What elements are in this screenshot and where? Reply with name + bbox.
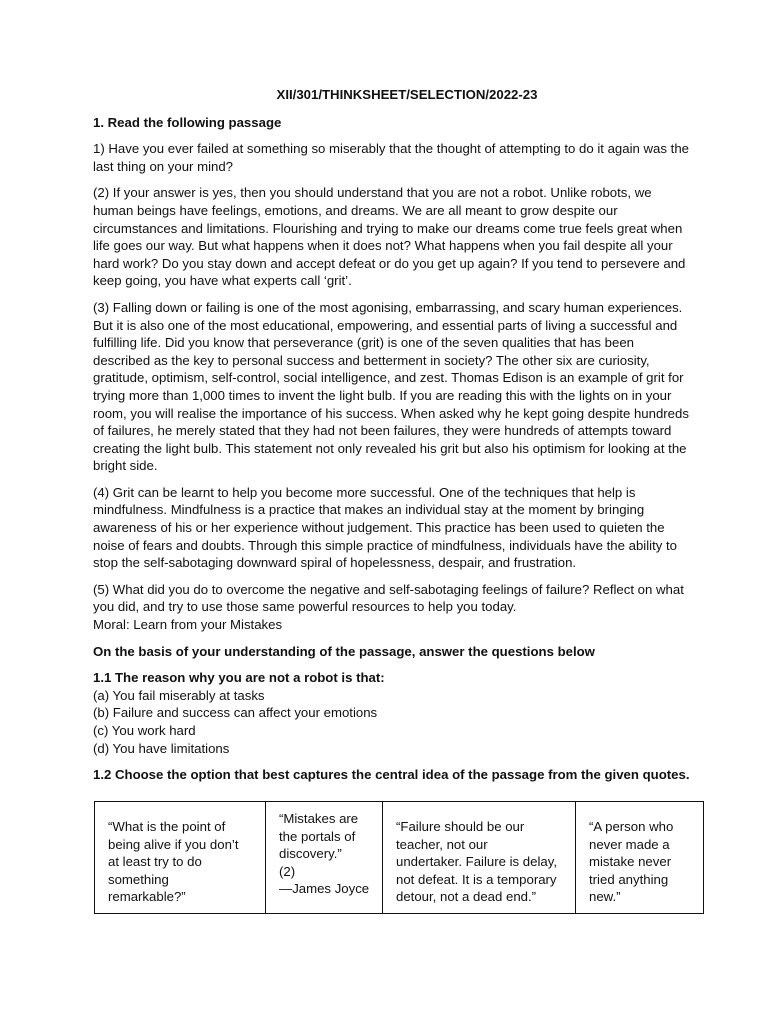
quote-2-line: the portals of (279, 828, 356, 844)
question-1-1 (93, 669, 693, 757)
quote-3-line: undertaker. Failure is delay, (396, 854, 558, 870)
passage-paragraph-2: (2) If your answer is yes, then you should understand that you are not a robot. Unlike robots, we human beings have feelings, emotions, and dreams. We are all meant to grow despite our circumstances and limitations. Flourishing and trying to make our dreams come true feels great when life goes our way. But what happens when it does not? What happens when you fail despite all your hard work? Do you stay down and accept defeat or do you get up again? If you tend to persevere and keep going, you have what experts call ‘grit’. (93, 185, 686, 289)
quote-4-line: “A person who (589, 819, 674, 834)
question-1-2-title: 1.2 Choose the option that best captures the central idea of the passage from the given quotes. (93, 767, 690, 783)
quote-4-line: never made a (589, 836, 670, 852)
quote-1-line: something (108, 871, 169, 887)
question-1-1-title: 1.1 The reason why you are not a robot is that: (93, 670, 385, 686)
quote-3-line: teacher, not our (396, 836, 488, 852)
quotes-table (94, 801, 704, 914)
quote-cell-2 (266, 802, 383, 914)
quote-4-line: tried anything (589, 871, 669, 887)
instructions: On the basis of your understanding of the passage, answer the questions below (93, 643, 595, 659)
document-body (93, 86, 693, 793)
passage-paragraph-4: (4) Grit can be learnt to help you become more successful. One of the techniques that help is mindfulness. Mindfulness is a practice that makes an individual stay at the moment by bringing awareness of his or her experience without judgement. This practice has been used to quieten the noise of fears and doubts. Through this simple practice of mindfulness, individuals have the ability to stop the self-sabotaging downward spiral of hopelessness, despair, and frustration. (93, 484, 677, 571)
section-heading: 1. Read the following passage (93, 114, 282, 130)
passage-paragraph-3: (3) Falling down or failing is one of the most agonising, embarrassing, and scary human experiences. But it is also one of the most educational, empowering, and essential parts of living a successful and fulfilling life. Did you know that perseverance (grit) is one of the seven qualities that has been described as the key to personal success and betterment in society? The other six are curiosity, gratitude, optimism, self-control, social intelligence, and zest. Thomas Edison is an example of grit for trying more than 1,000 times to invent the light bulb. If you are reading this with the lights on in your room, you will realise the importance of his success. When asked why he kept going despite hundreds of failures, he merely stated that they had not been failures, they were hundreds of attempts toward creating the light bulb. This statement not only revealed his grit but also his optimism for looking at the bright side. (93, 299, 689, 474)
quote-cell-4 (576, 802, 704, 914)
quote-1-line: being alive if you don’t (108, 836, 239, 852)
document-header: XII/301/THINKSHEET/SELECTION/2022-23 (276, 87, 538, 102)
quote-4-line: new.” (589, 889, 621, 905)
quote-2-line: discovery.” (279, 846, 342, 862)
option-b: (b) Failure and success can affect your emotions (93, 705, 378, 721)
passage-paragraph-5: (5) What did you do to overcome the negative and self-sabotaging feelings of failure? Reflect on what you did, and try to use those same powerful resources to help you today. (93, 581, 684, 615)
quote-2-line: (2) (279, 863, 296, 879)
option-a: (a) You fail miserably at tasks (93, 687, 265, 703)
quote-3-line: not defeat. It is a temporary (396, 871, 557, 887)
quote-2-line: “Mistakes are (279, 811, 359, 826)
option-c: (c) You work hard (93, 723, 196, 738)
quote-cell-1 (95, 802, 266, 914)
quote-1-line: at least try to do (108, 854, 202, 870)
quote-4-line: mistake never (589, 854, 672, 870)
quote-1-line: “What is the point of (108, 819, 226, 834)
quote-2-author: —James Joyce (279, 881, 370, 897)
quote-cell-3 (383, 802, 576, 914)
quotes-row (95, 802, 704, 914)
quote-3-line: detour, not a dead end.” (396, 889, 537, 905)
quote-1-line: remarkable?” (108, 889, 186, 905)
quote-3-line: “Failure should be our (396, 819, 525, 834)
passage-paragraph-1: 1) Have you ever failed at something so miserably that the thought of attempting to do it again was the last thing on your mind? (93, 141, 689, 174)
option-d: (d) You have limitations (93, 740, 230, 756)
moral-line: Moral: Learn from your Mistakes (93, 617, 283, 633)
